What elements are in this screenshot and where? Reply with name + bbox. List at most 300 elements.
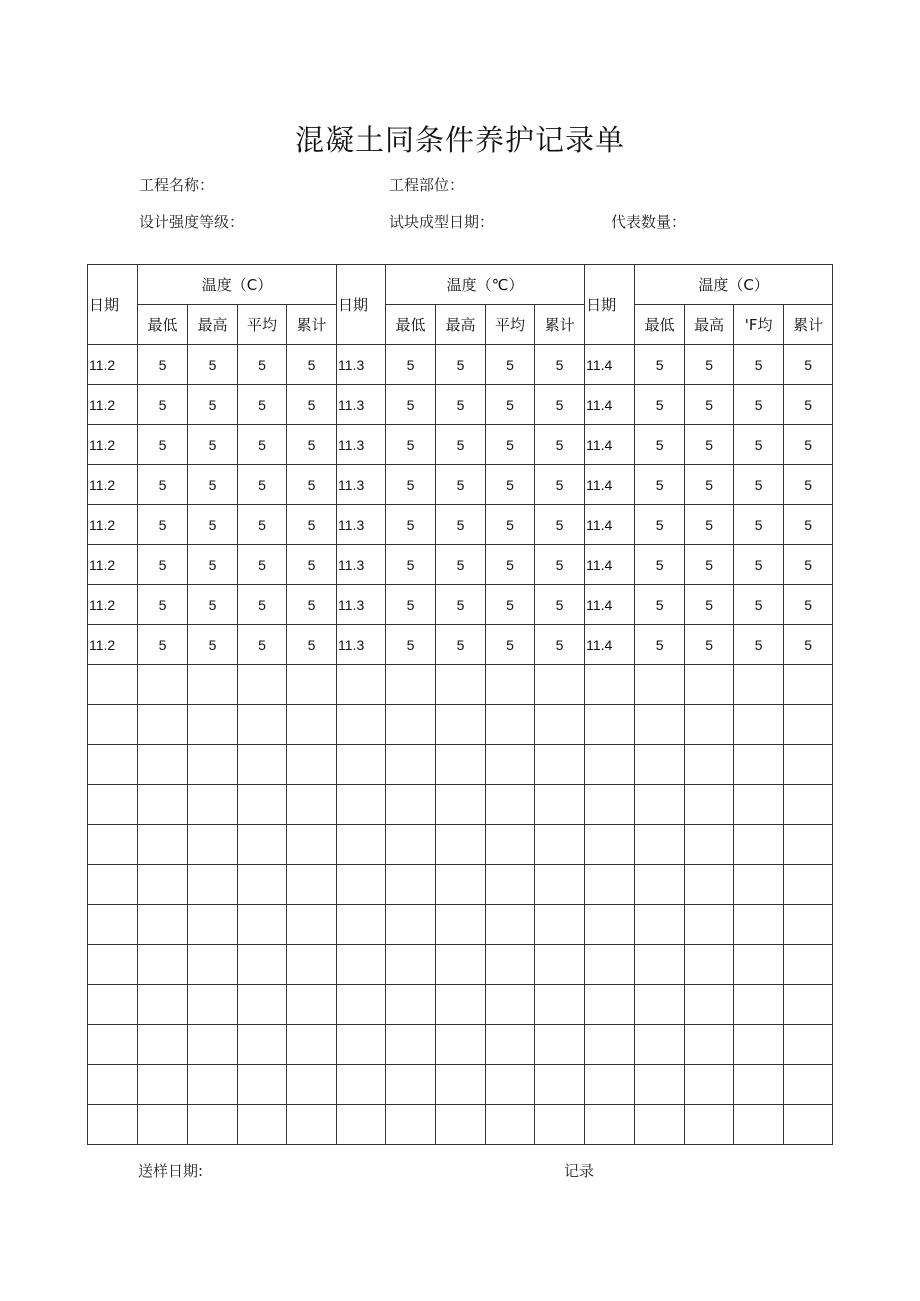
empty-cell xyxy=(138,945,188,985)
temperature-cell: 5 xyxy=(734,505,784,545)
temperature-cell: 5 xyxy=(386,625,436,665)
empty-cell xyxy=(386,1025,436,1065)
empty-cell xyxy=(734,1025,784,1065)
empty-cell xyxy=(486,1065,535,1105)
temperature-cell: 5 xyxy=(287,465,337,505)
temperature-cell: 5 xyxy=(287,505,337,545)
temperature-cell: 5 xyxy=(138,625,188,665)
table-row xyxy=(88,425,833,465)
temperature-cell: 5 xyxy=(386,505,436,545)
empty-cell xyxy=(337,985,386,1025)
temperature-cell: 5 xyxy=(784,625,833,665)
empty-cell xyxy=(635,905,685,945)
temperature-subheader: 最高 xyxy=(685,305,734,345)
temperature-cell: 5 xyxy=(784,345,833,385)
empty-cell xyxy=(386,705,436,745)
temperature-cell: 5 xyxy=(238,385,287,425)
temperature-cell: 5 xyxy=(535,465,585,505)
empty-cell xyxy=(436,785,486,825)
empty-cell xyxy=(88,1065,138,1105)
empty-cell xyxy=(635,1105,685,1145)
empty-cell xyxy=(238,785,287,825)
temperature-cell: 5 xyxy=(287,385,337,425)
empty-cell xyxy=(386,825,436,865)
empty-cell xyxy=(238,745,287,785)
empty-cell xyxy=(88,785,138,825)
table-row xyxy=(88,345,833,385)
empty-cell xyxy=(486,945,535,985)
temperature-cell: 5 xyxy=(734,585,784,625)
empty-cell xyxy=(287,705,337,745)
temperature-header: 温度（C） xyxy=(635,265,833,305)
empty-cell xyxy=(784,1065,833,1105)
empty-cell xyxy=(337,825,386,865)
temperature-cell: 5 xyxy=(238,585,287,625)
temperature-cell: 5 xyxy=(486,585,535,625)
temperature-cell: 5 xyxy=(238,625,287,665)
empty-cell xyxy=(585,985,635,1025)
empty-cell xyxy=(188,1025,238,1065)
date-cell: 11.2 xyxy=(88,465,138,505)
empty-cell xyxy=(138,1105,188,1145)
design-grade-label: 设计强度等级： xyxy=(139,213,245,231)
temperature-subheader: 最低 xyxy=(635,305,685,345)
date-cell: 11.2 xyxy=(88,625,138,665)
empty-cell xyxy=(337,745,386,785)
empty-cell xyxy=(436,985,486,1025)
empty-cell xyxy=(238,985,287,1025)
empty-cell xyxy=(585,825,635,865)
empty-cell xyxy=(88,945,138,985)
empty-cell xyxy=(88,985,138,1025)
empty-cell xyxy=(287,945,337,985)
temperature-cell: 5 xyxy=(287,425,337,465)
temperature-cell: 5 xyxy=(535,625,585,665)
empty-cell xyxy=(138,865,188,905)
empty-cell xyxy=(238,865,287,905)
temperature-cell: 5 xyxy=(784,425,833,465)
temperature-cell: 5 xyxy=(238,505,287,545)
empty-cell xyxy=(88,745,138,785)
empty-cell xyxy=(685,865,734,905)
date-cell: 11.3 xyxy=(337,425,386,465)
empty-cell xyxy=(486,705,535,745)
empty-cell xyxy=(585,745,635,785)
temperature-cell: 5 xyxy=(436,505,486,545)
date-cell: 11.3 xyxy=(337,585,386,625)
empty-cell xyxy=(287,1025,337,1065)
empty-cell xyxy=(238,1065,287,1105)
temperature-cell: 5 xyxy=(486,545,535,585)
empty-cell xyxy=(535,1105,585,1145)
empty-cell xyxy=(138,665,188,705)
empty-row xyxy=(88,1065,833,1105)
temperature-cell: 5 xyxy=(685,625,734,665)
temperature-cell: 5 xyxy=(685,545,734,585)
empty-cell xyxy=(287,825,337,865)
empty-cell xyxy=(535,745,585,785)
empty-cell xyxy=(138,745,188,785)
temperature-cell: 5 xyxy=(734,545,784,585)
empty-cell xyxy=(188,745,238,785)
empty-cell xyxy=(188,945,238,985)
empty-cell xyxy=(287,1105,337,1145)
temperature-cell: 5 xyxy=(635,345,685,385)
empty-cell xyxy=(486,985,535,1025)
empty-cell xyxy=(784,665,833,705)
temperature-cell: 5 xyxy=(784,585,833,625)
temperature-subheader: 累计 xyxy=(535,305,585,345)
table-row xyxy=(88,385,833,425)
empty-cell xyxy=(585,1025,635,1065)
empty-cell xyxy=(238,905,287,945)
date-header: 日期 xyxy=(585,265,635,345)
empty-cell xyxy=(734,785,784,825)
temperature-cell: 5 xyxy=(386,545,436,585)
temperature-cell: 5 xyxy=(535,545,585,585)
temperature-cell: 5 xyxy=(486,625,535,665)
empty-cell xyxy=(188,865,238,905)
empty-cell xyxy=(734,825,784,865)
empty-cell xyxy=(585,705,635,745)
empty-cell xyxy=(287,865,337,905)
empty-cell xyxy=(88,1105,138,1145)
temperature-cell: 5 xyxy=(685,585,734,625)
temperature-cell: 5 xyxy=(436,545,486,585)
empty-cell xyxy=(535,945,585,985)
empty-row xyxy=(88,1105,833,1145)
temperature-cell: 5 xyxy=(138,465,188,505)
date-cell: 11.3 xyxy=(337,345,386,385)
empty-cell xyxy=(585,865,635,905)
temperature-cell: 5 xyxy=(734,625,784,665)
empty-cell xyxy=(386,785,436,825)
empty-cell xyxy=(337,945,386,985)
date-cell: 11.2 xyxy=(88,345,138,385)
temperature-cell: 5 xyxy=(734,345,784,385)
date-cell: 11.3 xyxy=(337,505,386,545)
empty-cell xyxy=(635,825,685,865)
curing-record-table xyxy=(87,264,833,1145)
empty-cell xyxy=(436,865,486,905)
temperature-cell: 5 xyxy=(138,545,188,585)
date-cell: 11.4 xyxy=(585,585,635,625)
empty-cell xyxy=(337,865,386,905)
temperature-cell: 5 xyxy=(685,465,734,505)
empty-cell xyxy=(436,705,486,745)
empty-cell xyxy=(138,905,188,945)
empty-cell xyxy=(535,1025,585,1065)
date-cell: 11.2 xyxy=(88,585,138,625)
empty-cell xyxy=(337,1105,386,1145)
empty-cell xyxy=(784,945,833,985)
empty-cell xyxy=(486,865,535,905)
temperature-cell: 5 xyxy=(685,385,734,425)
temperature-cell: 5 xyxy=(535,385,585,425)
empty-cell xyxy=(635,785,685,825)
date-header: 日期 xyxy=(88,265,138,345)
empty-cell xyxy=(585,785,635,825)
temperature-cell: 5 xyxy=(486,425,535,465)
empty-cell xyxy=(635,985,685,1025)
project-part-label: 工程部位： xyxy=(389,176,465,194)
page-title: 混凝土同条件养护记录单 xyxy=(294,123,625,157)
empty-cell xyxy=(287,1065,337,1105)
temperature-cell: 5 xyxy=(386,585,436,625)
empty-cell xyxy=(138,705,188,745)
empty-cell xyxy=(287,665,337,705)
temperature-cell: 5 xyxy=(784,505,833,545)
empty-cell xyxy=(238,665,287,705)
empty-cell xyxy=(188,1065,238,1105)
empty-cell xyxy=(238,945,287,985)
table-row xyxy=(88,505,833,545)
temperature-cell: 5 xyxy=(238,345,287,385)
empty-cell xyxy=(386,1105,436,1145)
temperature-cell: 5 xyxy=(188,345,238,385)
empty-cell xyxy=(535,825,585,865)
empty-cell xyxy=(635,665,685,705)
empty-cell xyxy=(486,745,535,785)
empty-cell xyxy=(486,785,535,825)
table-body xyxy=(88,265,833,1145)
empty-cell xyxy=(635,1065,685,1105)
temperature-subheader: 最低 xyxy=(386,305,436,345)
empty-row xyxy=(88,905,833,945)
empty-cell xyxy=(535,985,585,1025)
date-cell: 11.4 xyxy=(585,385,635,425)
empty-cell xyxy=(138,985,188,1025)
empty-cell xyxy=(535,785,585,825)
empty-cell xyxy=(535,665,585,705)
empty-cell xyxy=(88,905,138,945)
empty-cell xyxy=(337,785,386,825)
empty-cell xyxy=(734,985,784,1025)
empty-cell xyxy=(535,905,585,945)
send-date-label: 送样日期: xyxy=(138,1162,204,1180)
empty-cell xyxy=(188,705,238,745)
date-cell: 11.2 xyxy=(88,385,138,425)
date-cell: 11.4 xyxy=(585,625,635,665)
empty-cell xyxy=(138,1065,188,1105)
temperature-cell: 5 xyxy=(386,425,436,465)
temperature-cell: 5 xyxy=(784,465,833,505)
temperature-cell: 5 xyxy=(635,385,685,425)
rep-quantity-label: 代表数量： xyxy=(611,213,687,231)
date-cell: 11.3 xyxy=(337,545,386,585)
empty-cell xyxy=(486,905,535,945)
empty-cell xyxy=(635,945,685,985)
empty-cell xyxy=(337,1025,386,1065)
temperature-cell: 5 xyxy=(535,585,585,625)
temperature-cell: 5 xyxy=(188,505,238,545)
date-cell: 11.4 xyxy=(585,465,635,505)
empty-cell xyxy=(188,1105,238,1145)
temperature-cell: 5 xyxy=(635,585,685,625)
empty-row xyxy=(88,1025,833,1065)
empty-cell xyxy=(685,1025,734,1065)
empty-cell xyxy=(287,985,337,1025)
date-cell: 11.4 xyxy=(585,545,635,585)
empty-cell xyxy=(734,745,784,785)
temperature-cell: 5 xyxy=(386,345,436,385)
temperature-cell: 5 xyxy=(287,625,337,665)
temperature-cell: 5 xyxy=(685,425,734,465)
temperature-cell: 5 xyxy=(238,465,287,505)
empty-cell xyxy=(238,705,287,745)
empty-cell xyxy=(784,745,833,785)
empty-cell xyxy=(535,1065,585,1105)
empty-cell xyxy=(635,1025,685,1065)
temperature-cell: 5 xyxy=(188,385,238,425)
empty-cell xyxy=(635,745,685,785)
temperature-cell: 5 xyxy=(436,385,486,425)
date-cell: 11.4 xyxy=(585,425,635,465)
temperature-cell: 5 xyxy=(486,505,535,545)
empty-cell xyxy=(436,1105,486,1145)
temperature-cell: 5 xyxy=(635,505,685,545)
temperature-subheader: 平均 xyxy=(486,305,535,345)
empty-cell xyxy=(436,905,486,945)
empty-cell xyxy=(734,1065,784,1105)
project-name-label: 工程名称： xyxy=(139,176,215,194)
empty-cell xyxy=(685,985,734,1025)
temperature-header: 温度（℃） xyxy=(386,265,585,305)
recorder-label: 记录 xyxy=(564,1162,595,1180)
temperature-cell: 5 xyxy=(188,625,238,665)
empty-cell xyxy=(486,665,535,705)
temperature-cell: 5 xyxy=(685,505,734,545)
empty-cell xyxy=(685,785,734,825)
temperature-cell: 5 xyxy=(138,345,188,385)
empty-cell xyxy=(386,905,436,945)
temperature-cell: 5 xyxy=(238,425,287,465)
empty-cell xyxy=(784,825,833,865)
empty-cell xyxy=(784,985,833,1025)
temperature-cell: 5 xyxy=(238,545,287,585)
empty-cell xyxy=(685,1105,734,1145)
empty-cell xyxy=(734,945,784,985)
temperature-cell: 5 xyxy=(188,465,238,505)
temperature-cell: 5 xyxy=(635,625,685,665)
empty-cell xyxy=(585,905,635,945)
empty-cell xyxy=(287,785,337,825)
empty-cell xyxy=(486,825,535,865)
table-row xyxy=(88,625,833,665)
empty-cell xyxy=(386,945,436,985)
empty-cell xyxy=(585,665,635,705)
temperature-cell: 5 xyxy=(436,585,486,625)
empty-cell xyxy=(585,1105,635,1145)
empty-cell xyxy=(88,665,138,705)
empty-cell xyxy=(337,905,386,945)
empty-cell xyxy=(685,665,734,705)
empty-cell xyxy=(88,705,138,745)
empty-cell xyxy=(188,825,238,865)
empty-cell xyxy=(386,1065,436,1105)
temperature-subheader: 'F均 xyxy=(734,305,784,345)
temperature-cell: 5 xyxy=(188,585,238,625)
temperature-cell: 5 xyxy=(188,425,238,465)
temperature-cell: 5 xyxy=(138,425,188,465)
temperature-subheader: 累计 xyxy=(287,305,337,345)
temperature-subheader: 最高 xyxy=(188,305,238,345)
empty-cell xyxy=(287,905,337,945)
empty-cell xyxy=(585,1065,635,1105)
empty-row xyxy=(88,785,833,825)
empty-row xyxy=(88,985,833,1025)
temperature-cell: 5 xyxy=(436,625,486,665)
empty-row xyxy=(88,705,833,745)
empty-cell xyxy=(386,985,436,1025)
date-cell: 11.4 xyxy=(585,505,635,545)
temperature-cell: 5 xyxy=(685,345,734,385)
date-cell: 11.4 xyxy=(585,345,635,385)
empty-cell xyxy=(386,865,436,905)
date-cell: 11.3 xyxy=(337,385,386,425)
temperature-cell: 5 xyxy=(386,385,436,425)
empty-cell xyxy=(784,865,833,905)
empty-cell xyxy=(238,1105,287,1145)
empty-cell xyxy=(238,1025,287,1065)
temperature-cell: 5 xyxy=(287,545,337,585)
temperature-header: 温度（C） xyxy=(138,265,337,305)
temperature-cell: 5 xyxy=(436,425,486,465)
date-cell: 11.3 xyxy=(337,465,386,505)
empty-cell xyxy=(337,705,386,745)
empty-cell xyxy=(188,905,238,945)
empty-cell xyxy=(784,1025,833,1065)
empty-cell xyxy=(734,865,784,905)
date-cell: 11.3 xyxy=(337,625,386,665)
temperature-cell: 5 xyxy=(635,425,685,465)
temperature-cell: 5 xyxy=(784,545,833,585)
empty-cell xyxy=(784,1105,833,1145)
empty-cell xyxy=(685,745,734,785)
table-row xyxy=(88,465,833,505)
temperature-cell: 5 xyxy=(734,465,784,505)
table-row xyxy=(88,585,833,625)
empty-cell xyxy=(685,825,734,865)
temperature-cell: 5 xyxy=(635,465,685,505)
empty-cell xyxy=(138,785,188,825)
temperature-cell: 5 xyxy=(486,465,535,505)
temperature-cell: 5 xyxy=(138,385,188,425)
empty-cell xyxy=(635,865,685,905)
empty-cell xyxy=(337,1065,386,1105)
empty-cell xyxy=(436,1065,486,1105)
temperature-cell: 5 xyxy=(138,505,188,545)
empty-cell xyxy=(386,665,436,705)
temperature-subheader: 累计 xyxy=(784,305,833,345)
temperature-cell: 5 xyxy=(734,385,784,425)
temperature-cell: 5 xyxy=(138,585,188,625)
temperature-cell: 5 xyxy=(486,385,535,425)
empty-cell xyxy=(386,745,436,785)
empty-row xyxy=(88,745,833,785)
empty-cell xyxy=(188,785,238,825)
empty-cell xyxy=(436,1025,486,1065)
temperature-subheader: 平均 xyxy=(238,305,287,345)
empty-cell xyxy=(88,865,138,905)
empty-cell xyxy=(685,705,734,745)
empty-cell xyxy=(734,905,784,945)
empty-cell xyxy=(784,705,833,745)
empty-cell xyxy=(784,905,833,945)
table-row xyxy=(88,545,833,585)
date-header: 日期 xyxy=(337,265,386,345)
empty-cell xyxy=(436,665,486,705)
